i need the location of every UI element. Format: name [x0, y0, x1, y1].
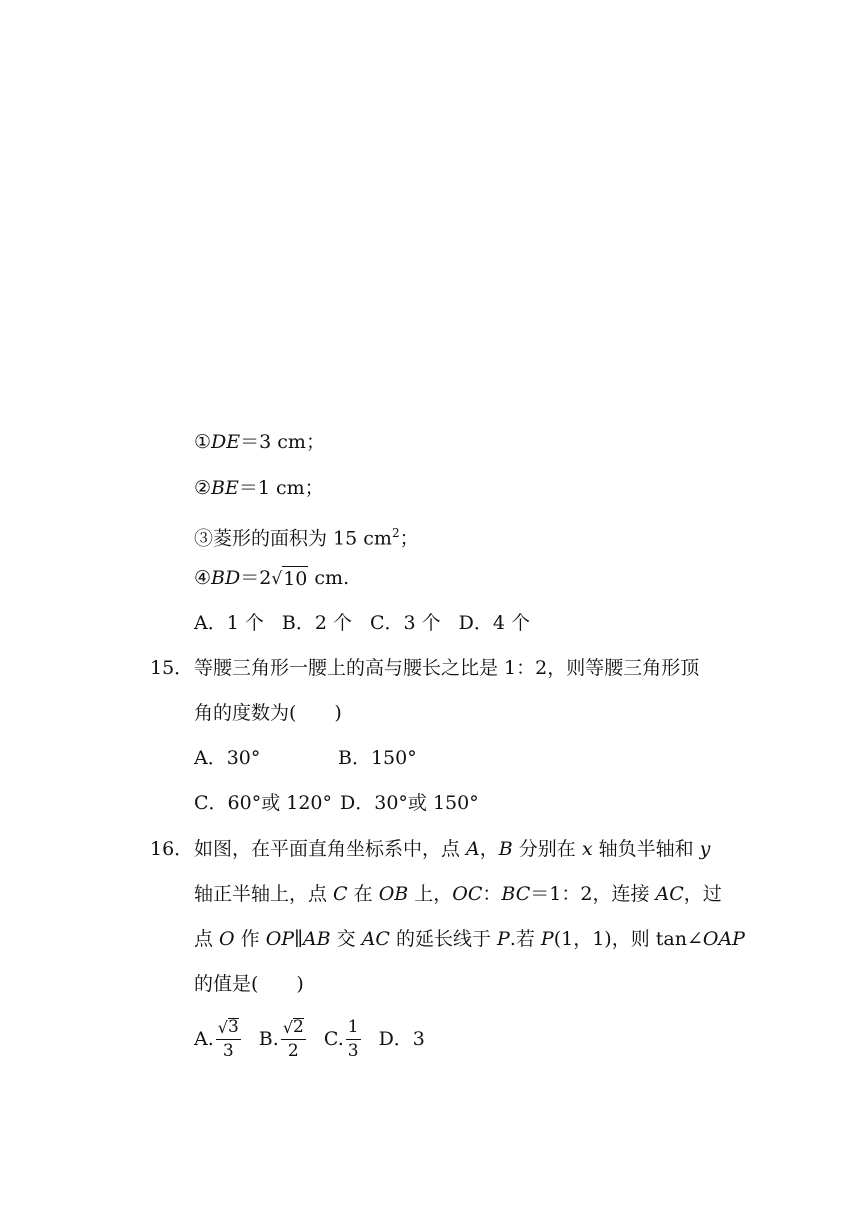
variable: AB: [302, 928, 331, 950]
q14-item-3: [194, 521, 419, 550]
variable: O: [219, 928, 235, 950]
q16-line-2: [194, 882, 722, 906]
variable: BE: [211, 477, 239, 499]
option-a-label: A.: [194, 1028, 214, 1050]
variable: B: [498, 838, 513, 860]
option-d: D．4 个: [458, 612, 530, 634]
option-b: B．2 个: [281, 612, 352, 634]
item-marker: ②: [194, 477, 212, 499]
superscript: 2: [391, 526, 400, 540]
variable: OC: [452, 883, 483, 905]
denominator: 3: [347, 1040, 359, 1061]
denominator: 3: [222, 1041, 234, 1061]
option-d: D．3: [378, 1028, 425, 1050]
text: (1，1)，则 tan∠: [553, 928, 703, 950]
variable: AC: [655, 883, 684, 905]
denominator: 2: [287, 1041, 299, 1061]
text: ：: [482, 883, 502, 905]
variable: AC: [361, 928, 390, 950]
item-text: ＝3 cm；: [240, 431, 325, 453]
text: 轴负半轴和: [592, 838, 700, 860]
variable: P: [540, 928, 554, 950]
q16-number: 16．: [150, 838, 194, 860]
sqrt-expression: √ 10: [271, 568, 308, 590]
text: 点: [194, 928, 220, 950]
text: ，过: [683, 883, 722, 905]
text: 在: [347, 883, 379, 905]
option-c-label: C.: [323, 1028, 344, 1050]
item-text: 菱形的面积为 15 cm: [213, 527, 392, 550]
text: 的延长线于: [389, 928, 498, 950]
text: ，: [479, 838, 499, 860]
item-marker: ④: [194, 567, 212, 589]
numerator: 1: [346, 1019, 361, 1040]
parallel-symbol: ∥: [294, 928, 303, 950]
variable: OAP: [702, 928, 745, 950]
text: 作: [234, 928, 266, 950]
variable: OB: [378, 883, 409, 905]
item-text: ＝1 cm；: [238, 477, 324, 499]
q14-item-1: [194, 430, 325, 454]
option-c-fraction: [346, 1016, 361, 1061]
item-text: cm.: [308, 567, 350, 589]
q15-line-1: 等腰三角形一腰上的高与腰长之比是 1：2，则等腰三角形顶: [194, 657, 700, 679]
q14-options: [194, 611, 548, 635]
text: 轴正半轴上，点: [194, 883, 334, 905]
variable: y: [699, 838, 711, 860]
q15-option-a: A．30°: [194, 747, 261, 769]
item-text: ＝2: [240, 567, 272, 589]
radicand: 2: [293, 1017, 304, 1037]
variable: DE: [211, 431, 241, 453]
q15-line-2: 角的度数为( ): [194, 702, 342, 724]
radicand: 3: [227, 1017, 239, 1037]
text: ＝1：2，连接: [530, 883, 656, 905]
option-b-fraction: √ 2 2: [282, 1017, 304, 1061]
q14-item-4: [194, 566, 349, 591]
variable: x: [581, 838, 593, 860]
q15-option-b: B．150°: [338, 747, 417, 769]
q16-line-1: [194, 837, 710, 861]
option-b-label: B.: [258, 1028, 279, 1050]
item-marker: ①: [194, 431, 212, 453]
variable: OP: [265, 928, 295, 950]
text: 上，: [408, 883, 453, 905]
radicand: 10: [283, 568, 308, 590]
variable: BC: [501, 883, 531, 905]
q15-number: 15．: [150, 657, 194, 679]
text: 交: [330, 928, 362, 950]
q16-line-3: [194, 927, 745, 951]
option-c: C．3 个: [369, 612, 441, 634]
q15-option-d: D．30°或 150°: [340, 792, 479, 814]
text: 分别在: [512, 838, 582, 860]
q16-options: [194, 1014, 425, 1064]
text: .若: [509, 928, 541, 950]
option-a: A．1 个: [194, 612, 264, 634]
variable: A: [466, 838, 480, 860]
text: 如图，在平面直角坐标系中，点: [194, 838, 467, 860]
variable: C: [333, 883, 348, 905]
item-marker: ③: [194, 527, 214, 550]
variable: BD: [211, 567, 241, 589]
q14-item-2: [194, 476, 324, 500]
variable: P: [497, 928, 510, 950]
q15-option-c: C．60°或 120°: [194, 792, 333, 814]
q16-line-4: 的值是( ): [194, 973, 304, 995]
item-text: ；: [399, 527, 419, 550]
option-a-fraction: √ 3 3: [217, 1017, 239, 1061]
